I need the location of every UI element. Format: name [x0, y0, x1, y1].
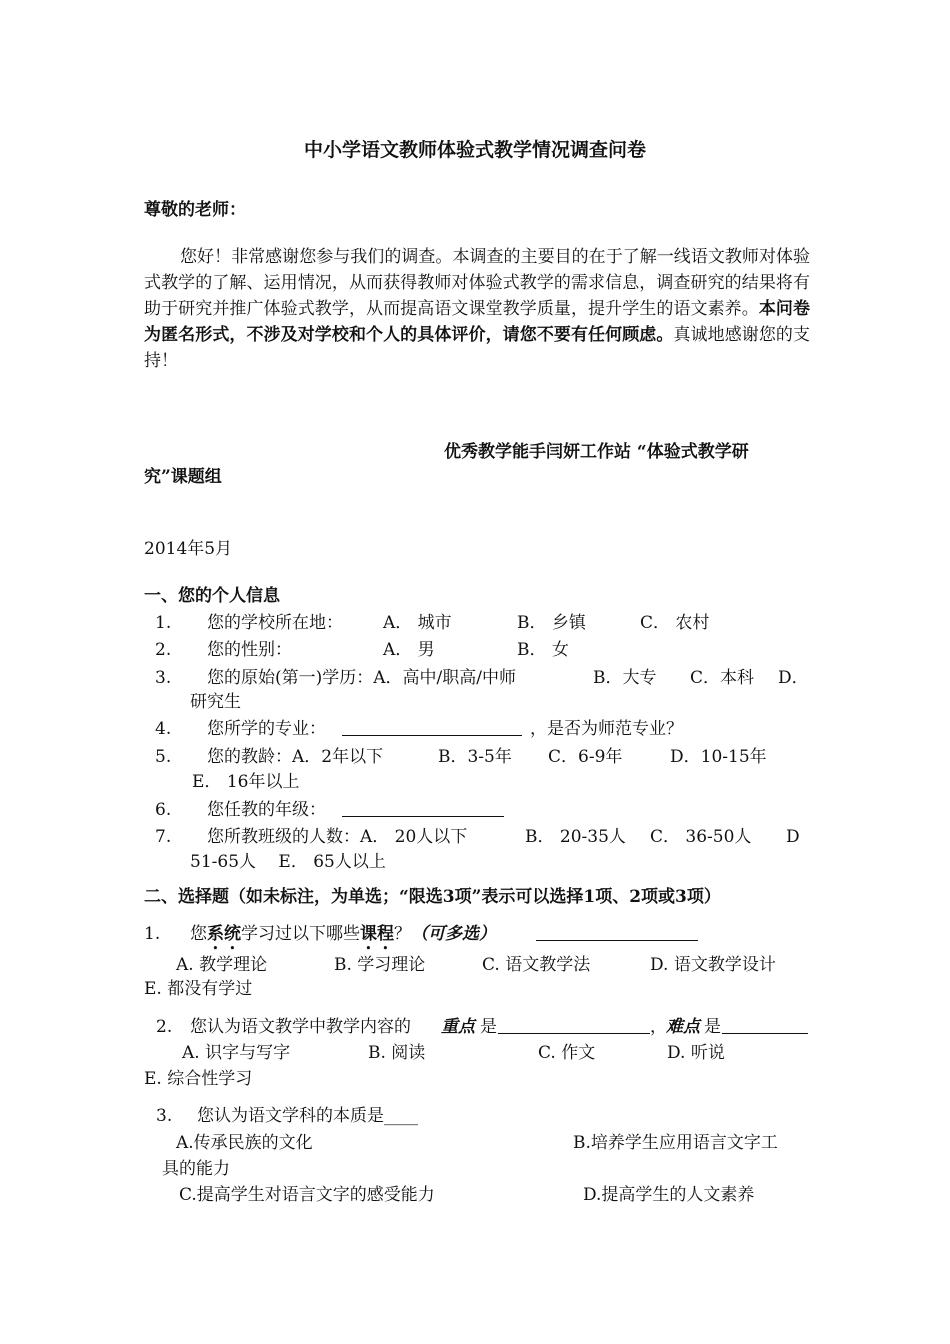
s2-q3-option-b-cont: 具的能力: [162, 1159, 230, 1179]
page-title: 中小学语文教师体验式教学情况调查问卷: [303, 139, 646, 161]
s2-q2-focus-blank[interactable]: [498, 1017, 650, 1034]
s1-q3-option-b[interactable]: B．大专: [593, 668, 657, 688]
s2-q3-stem: 您认为语文学科的本质是____: [197, 1106, 418, 1126]
section-1-heading: 一、您的个人信息: [144, 586, 280, 606]
s1-q2-option-b[interactable]: B． 女: [517, 640, 569, 660]
s2-q1-option-a[interactable]: A. 教学理论: [176, 955, 268, 975]
s1-q3-option-d[interactable]: D．: [778, 668, 809, 688]
s1-q5-option-b[interactable]: B．3-5年: [438, 747, 512, 767]
s2-q2-difficulty-blank[interactable]: [722, 1017, 808, 1034]
s1-q7-option-d-e-text: 51-65人 E． 65人以上: [190, 852, 386, 872]
s1-q1-text: 您的学校所在地：: [207, 613, 343, 633]
intro-text: 您好！非常感谢您参与我们的调查。本调查的主要目的在于了解一线语文教师对体验式教学的了解、运用情况，从而获得教师对体验式教学的需求信息，调查研究的结果将有助于研究并推广体验式教学，从而提高语文课堂教学质量，提升学生的语文素养。: [144, 247, 810, 319]
section-2-heading: 二、选择题（如未标注，为单选；“限选3项”表示可以选择1项、2项或3项）: [144, 887, 721, 907]
s2-q1-number: 1.: [144, 924, 161, 944]
s2-q1-keyword-course: 课程: [360, 924, 394, 944]
s1-q6-text: 您任教的年级：: [207, 800, 326, 820]
s1-q6-grade-blank[interactable]: [342, 800, 504, 817]
s2-q2-option-d[interactable]: D. 听说: [667, 1043, 725, 1063]
s2-q3-option-b[interactable]: B.培养学生应用语言文字工: [573, 1133, 778, 1153]
s1-q2-text: 您的性别：: [207, 640, 292, 660]
s1-q5-number: 5.: [155, 747, 172, 767]
s1-q5-option-c[interactable]: C．6-9年: [548, 747, 623, 767]
s1-q2-option-a[interactable]: A． 男: [383, 640, 435, 660]
s1-q1-option-c[interactable]: C． 农村: [640, 613, 710, 633]
s2-q2-option-c[interactable]: C. 作文: [538, 1043, 596, 1063]
s2-q2-number: 2.: [156, 1017, 173, 1037]
s1-q1-option-b[interactable]: B． 乡镇: [517, 613, 586, 633]
s1-q3-number: 3.: [155, 668, 172, 688]
s2-q1-multi-select-note: （可多选）: [411, 924, 496, 944]
s2-q2-is-1: 是: [480, 1017, 497, 1037]
s2-q2-keyword-difficulty: 难点: [666, 1017, 700, 1037]
s2-q1-keyword-systematic: 系统: [207, 924, 241, 944]
s1-q4-text: 您所学的专业：: [207, 719, 326, 739]
s1-q3-text: 您的原始(第一)学历：A．高中/职高/中师: [207, 668, 516, 688]
s2-q1-option-e[interactable]: E. 都没有学过: [144, 979, 253, 999]
s2-q1-option-c[interactable]: C. 语文教学法: [482, 955, 591, 975]
s1-q3-option-d-text: 研究生: [190, 692, 241, 712]
s2-q3-option-a[interactable]: A.传承民族的文化: [176, 1133, 313, 1153]
s2-q2-comma: ，: [650, 1017, 667, 1037]
s1-q4-number: 4.: [155, 719, 172, 739]
intro-paragraph: [144, 244, 810, 374]
s2-q1-stem-mid: 学习过以下哪些: [241, 924, 360, 944]
s2-q1-stem: [190, 922, 496, 954]
s1-q1-number: 1.: [155, 613, 172, 633]
survey-date: 2014年5月: [144, 539, 233, 559]
s1-q5-option-e[interactable]: E． 16年以上: [192, 772, 300, 792]
s1-q4-major-blank[interactable]: [342, 719, 522, 736]
s1-q4-after-text: ，是否为师范专业？: [530, 719, 683, 739]
s2-q1-answer-blank[interactable]: [536, 924, 698, 941]
s2-q1-option-b[interactable]: B. 学习理论: [334, 955, 426, 975]
intro-thanks: 真诚地感谢您的支持！: [144, 325, 811, 371]
s1-q7-option-b[interactable]: B． 20-35人: [525, 827, 626, 847]
s2-q1-option-d[interactable]: D. 语文教学设计: [650, 955, 776, 975]
s2-q2-option-a[interactable]: A. 识字与写字: [182, 1043, 291, 1063]
s2-q2-option-e[interactable]: E. 综合性学习: [144, 1069, 253, 1089]
s1-q7-option-d[interactable]: D: [786, 827, 800, 847]
s1-q7-number: 7.: [155, 827, 172, 847]
s1-q7-option-c[interactable]: C． 36-50人: [650, 827, 752, 847]
s2-q3-option-d[interactable]: D.提高学生的人文素养: [583, 1185, 755, 1205]
s1-q2-number: 2.: [155, 640, 172, 660]
s2-q2-stem: 您认为语文教学中教学内容的: [190, 1017, 411, 1037]
s1-q7-text: 您所教班级的人数：A． 20人以下: [207, 827, 468, 847]
s1-q1-option-a[interactable]: A． 城市: [383, 613, 452, 633]
signature-line-2: 究”课题组: [144, 467, 222, 487]
s1-q3-option-c[interactable]: C．本科: [690, 668, 755, 688]
s1-q5-option-d[interactable]: D．10-15年: [670, 747, 767, 767]
s2-q2-option-b[interactable]: B. 阅读: [368, 1043, 426, 1063]
s1-q5-text: 您的教龄：A．2年以下: [207, 747, 384, 767]
signature-line-1: 优秀教学能手闫妍工作站 “体验式教学研: [444, 442, 749, 462]
s2-q2-is-2: 是: [704, 1017, 721, 1037]
s2-q2-keyword-focus: 重点: [441, 1017, 475, 1037]
s1-q6-number: 6.: [155, 800, 172, 820]
greeting: 尊敬的老师：: [144, 200, 246, 220]
s2-q3-number: 3.: [156, 1106, 173, 1126]
s2-q3-option-c[interactable]: C.提高学生对语言文字的感受能力: [179, 1185, 435, 1205]
s2-q1-stem-pre: 您: [190, 924, 207, 944]
s2-q1-stem-q: ？: [394, 924, 411, 944]
intro-anonymous-note: 本问卷为匿名形式，不涉及对学校和个人的具体评价，请您不要有任何顾虑。: [144, 299, 811, 345]
